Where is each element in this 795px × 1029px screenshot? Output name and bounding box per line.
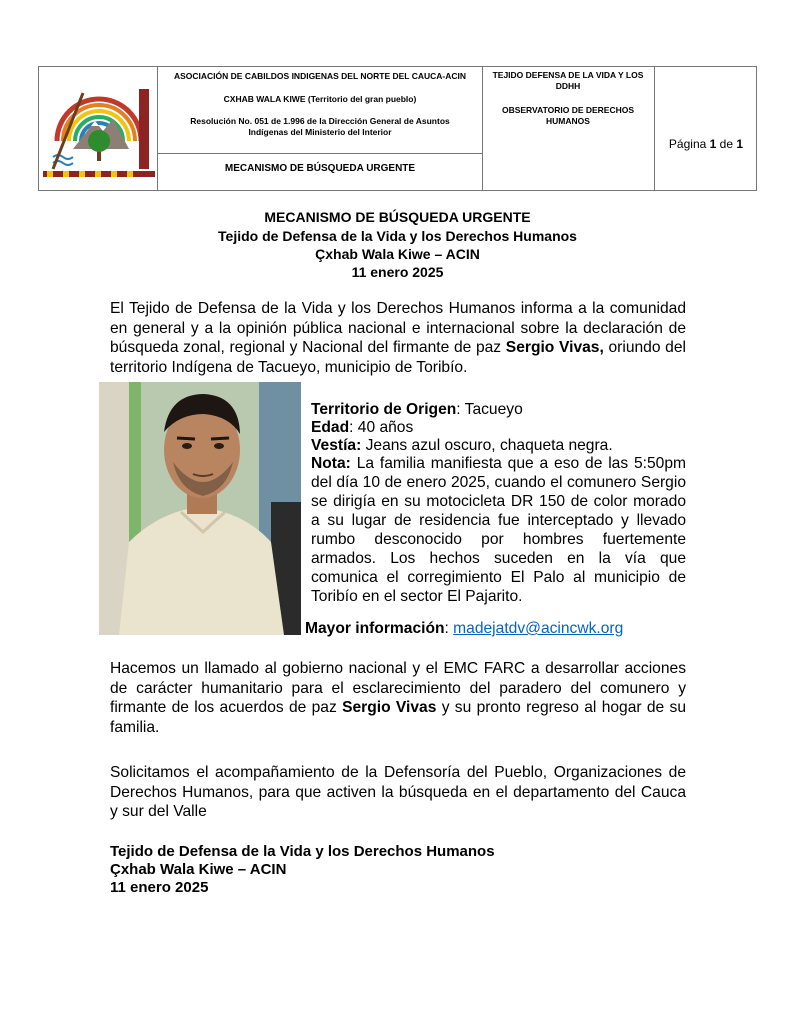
header-divider <box>157 67 158 190</box>
signature-org: Çxhab Wala Kiwe – ACIN <box>110 861 287 878</box>
doc-date: 11 enero 2025 <box>351 264 444 280</box>
header-divider <box>654 67 655 190</box>
header-table <box>38 66 757 191</box>
org-name: ASOCIACIÓN DE CABILDOS INDIGENAS DEL NORTE DEL CAUCA-ACIN <box>173 71 466 81</box>
more-info-line: Mayor información: madejatdv@acincwk.org <box>305 620 624 637</box>
request-paragraph: Solicitamos el acompañamiento de la Defensoría del Pueblo, Organizaciones de Derechos Humanos, para que activen la búsqueda en el departamento del Cauca y sur del Valle <box>110 764 686 820</box>
person-name: Sergio Vivas <box>342 699 437 716</box>
intro-paragraph: El Tejido de Defensa de la Vida y los Derechos Humanos informa a la comunidad en general y a la opinión pública nacional e internacional sobre la declaración de búsqueda zonal, regional y Nacional del firmante de paz Sergio Vivas, oriundo del territorio Indígena de Tacueyo, municipio de Toribío. <box>110 300 686 376</box>
signature-date: 11 enero 2025 <box>110 879 209 896</box>
resolution-text: Resolución No. 051 de 1.996 de la Dirección General de Asuntos Indígenas del Ministerio del Interior <box>190 116 450 137</box>
acin-logo <box>43 79 155 179</box>
doc-org: Çxhab Wala Kiwe – ACIN <box>315 246 480 262</box>
tejido-label: TEJIDO DEFENSA DE LA VIDA Y LOS DDHH <box>492 70 644 91</box>
origin-line: Territorio de Origen: Tacueyo <box>311 401 523 418</box>
clothes-line: Vestía: Jeans azul oscuro, chaqueta negra. <box>311 437 613 454</box>
note-paragraph: Nota: La familia manifiesta que a eso de las 5:50pm del día 10 de enero 2025, cuando el comunero Sergio se dirigía en su motocicleta DR 150 de color morado a su lugar de residencia fue interceptado y llevado rumbo desconocido por hombres fuertemente armados. Los hechos suceden en la vía que comunica el corregimiento El Palo al municipio de Toribío en el sector El Pajarito. <box>311 455 686 605</box>
page-number: Página 1 de 1 <box>668 137 744 151</box>
contact-email-link[interactable]: madejatdv@acincwk.org <box>453 620 624 637</box>
territory-name: CXHAB WALA KIWE (Territorio del gran pueblo) <box>223 94 417 104</box>
header-divider <box>157 153 482 154</box>
observatorio-label: OBSERVATORIO DE DERECHOS HUMANOS <box>501 105 635 126</box>
person-photo <box>99 382 301 635</box>
signature-line: Tejido de Defensa de la Vida y los Derechos Humanos <box>110 843 495 860</box>
person-name: Sergio Vivas, <box>505 339 604 356</box>
doc-title: MECANISMO DE BÚSQUEDA URGENTE <box>264 209 531 225</box>
age-line: Edad: 40 años <box>311 419 414 436</box>
mechanism-label: MECANISMO DE BÚSQUEDA URGENTE <box>224 163 416 174</box>
header-divider <box>482 67 483 190</box>
call-paragraph: Hacemos un llamado al gobierno nacional y el EMC FARC a desarrollar acciones de carácter humanitario para el esclarecimiento del paradero del comunero y firmante de los acuerdos de paz Sergio Vivas y su pronto regreso al hogar de su familia. <box>110 660 687 736</box>
doc-subtitle: Tejido de Defensa de la Vida y los Derechos Humanos <box>218 228 577 244</box>
